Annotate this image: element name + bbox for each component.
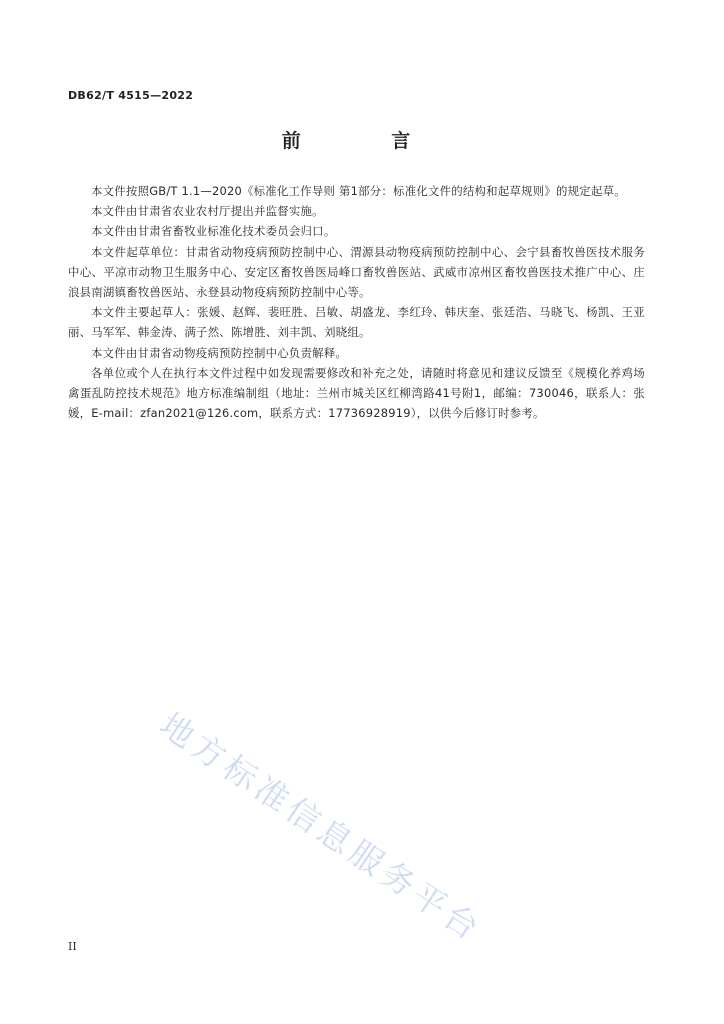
watermark: 地方标准信息服务平台 bbox=[152, 704, 490, 950]
paragraph-drafting-rules: 本文件按照GB/T 1.1—2020《标准化工作导则 第1部分：标准化文件的结构和起草规则》的规定起草。 bbox=[91, 184, 626, 198]
page-title: 前 言 bbox=[281, 130, 453, 152]
paragraph-interpretation: 本文件由甘肃省动物疫病预防控制中心负责解释。 bbox=[91, 345, 348, 360]
paragraph-drafters: 本文件主要起草人：张媛、赵辉、裴旺胜、吕敏、胡盛龙、李红玲、韩庆奎、张廷浩、马晓飞、杨凯、王亚丽、马军军、韩金涛、满子然、陈增胜、刘丰凯、刘晓组。 bbox=[68, 305, 645, 340]
foreword-body bbox=[68, 181, 645, 423]
paragraph-drafting-units: 本文件起草单位：甘肃省动物疫病预防控制中心、渭源县动物疫病预防控制中心、会宁县畜牧兽医技术服务中心、平凉市动物卫生服务中心、安定区畜牧兽医局峰口畜牧兽医站、武威市凉州区畜牧兽医技术推广中心、庄浪县南湖镇畜牧兽医站、永登县动物疫病预防控制中心等。 bbox=[68, 244, 645, 300]
standard-code: DB62/T 4515—2022 bbox=[68, 89, 194, 102]
page-number: II bbox=[68, 940, 77, 953]
paragraph-proposer: 本文件由甘肃省农业农村厅提出并监督实施。 bbox=[91, 204, 324, 219]
paragraph-feedback: 各单位或个人在执行本文件过程中如发现需要修改和补充之处，请随时将意见和建议反馈至《规模化养鸡场禽蛋乱防控技术规范》地方标准编制组（地址：兰州市城关区红柳湾路41号附1，邮编：730046，联系人：张媛，E-mail：zfan2021@126.com，联系方式：17736928919），以供今后修订时参考。 bbox=[68, 365, 645, 421]
paragraph-committee: 本文件由甘肃省畜牧业标准化技术委员会归口。 bbox=[91, 224, 336, 239]
